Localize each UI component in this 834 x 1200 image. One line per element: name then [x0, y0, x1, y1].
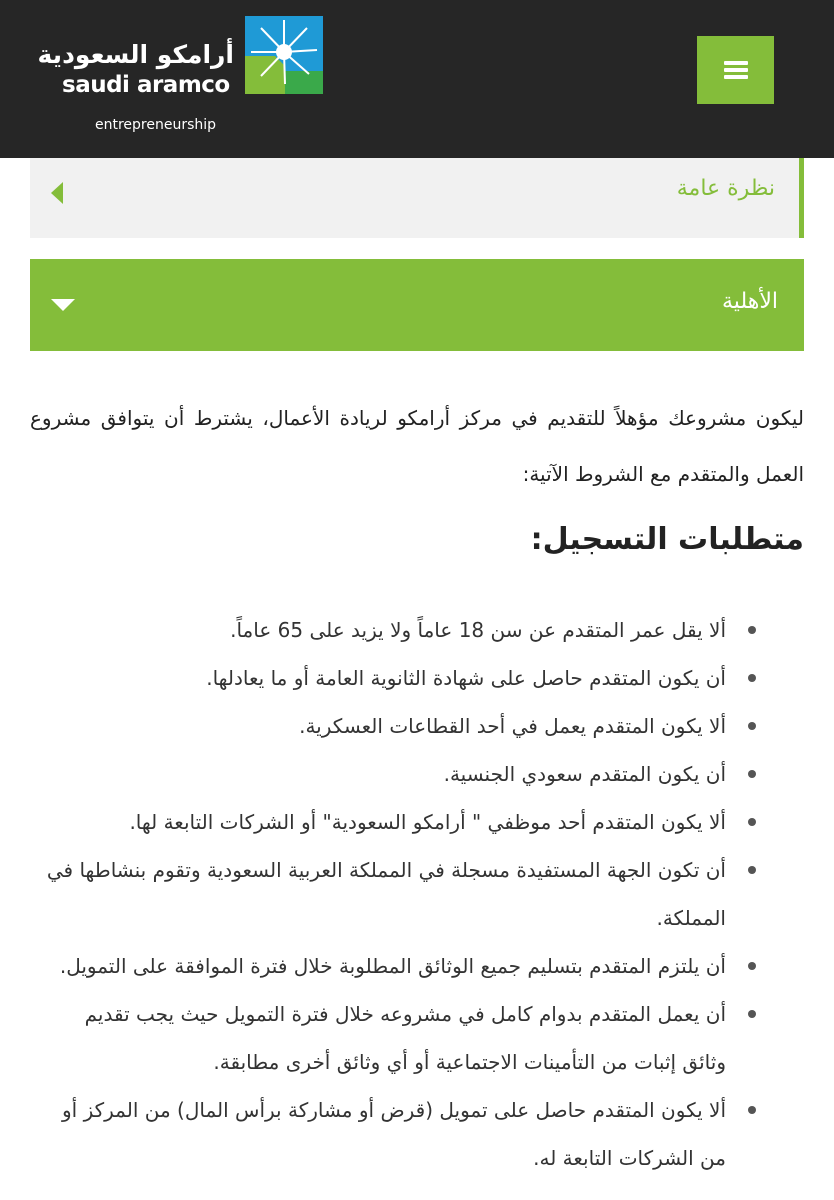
- caret-down-icon: [51, 299, 75, 311]
- bullet-icon: [748, 866, 756, 874]
- bullet-icon: [748, 818, 756, 826]
- site-header: [0, 0, 834, 158]
- logo-arabic-text: أرامكو السعودية: [37, 40, 234, 69]
- logo-english-text: saudi aramco: [62, 72, 230, 98]
- requirement-text: أن يلتزم المتقدم بتسليم جميع الوثائق المطلوبة خلال فترة الموافقة على التمويل.: [59, 954, 726, 978]
- accordion-overview[interactable]: [30, 158, 804, 238]
- list-item: [30, 798, 804, 846]
- requirement-text: أن تكون الجهة المستفيدة مسجلة في المملكة العربية السعودية وتقوم بنشاطها في المملكة.: [46, 858, 726, 930]
- requirement-text: ألا يكون المتقدم حاصل على تمويل (قرض أو مشاركة برأس المال) من المركز أو من الشركات التابعة له.: [62, 1098, 726, 1170]
- bullet-icon: [748, 722, 756, 730]
- bullet-icon: [748, 770, 756, 778]
- list-item: [30, 702, 804, 750]
- eligibility-intro: ليكون مشروعك مؤهلاً للتقديم في مركز أرامكو لريادة الأعمال، يشترط أن يتوافق مشروع العمل والمتقدم مع الشروط الآتية:: [30, 406, 804, 486]
- bullet-icon: [748, 1106, 756, 1114]
- hamburger-menu-icon: [724, 61, 748, 79]
- list-item: [30, 990, 804, 1086]
- accordion-eligibility[interactable]: [30, 259, 804, 351]
- list-item: [30, 654, 804, 702]
- list-item: [30, 606, 804, 654]
- bullet-icon: [748, 626, 756, 634]
- accordion-eligibility-title: الأهلية: [722, 289, 778, 314]
- requirement-text: ألا يكون المتقدم يعمل في أحد القطاعات العسكرية.: [299, 714, 726, 738]
- list-item: [30, 942, 804, 990]
- logo-tagline: entrepreneurship: [95, 117, 217, 133]
- bullet-icon: [748, 962, 756, 970]
- requirement-text: ألا يكون المتقدم أحد موظفي " أرامكو السعودية" أو الشركات التابعة لها.: [129, 810, 726, 834]
- requirements-heading: متطلبات التسجيل:: [530, 522, 804, 557]
- list-item: [30, 1086, 804, 1182]
- requirements-list: [30, 606, 804, 1182]
- saudi-aramco-logo[interactable]: [37, 14, 330, 139]
- menu-button[interactable]: [697, 36, 774, 104]
- list-item: [30, 846, 804, 942]
- requirement-text: أن يعمل المتقدم بدوام كامل في مشروعه خلال فترة التمويل حيث يجب تقديم وثائق إثبات من التأمينات الاجتماعية أو أي وثائق أخرى مطابقة.: [84, 1002, 726, 1074]
- caret-left-icon: [51, 182, 63, 204]
- bullet-icon: [748, 674, 756, 682]
- requirement-text: أن يكون المتقدم سعودي الجنسية.: [443, 762, 726, 786]
- requirement-text: أن يكون المتقدم حاصل على شهادة الثانوية العامة أو ما يعادلها.: [206, 666, 726, 690]
- bullet-icon: [748, 1010, 756, 1018]
- requirement-text: ألا يقل عمر المتقدم عن سن 18 عاماً ولا يزيد على 65 عاماً.: [230, 618, 726, 642]
- accordion-overview-title: نظرة عامة: [676, 176, 775, 201]
- aramco-star-logo-icon: [245, 16, 323, 94]
- list-item: [30, 750, 804, 798]
